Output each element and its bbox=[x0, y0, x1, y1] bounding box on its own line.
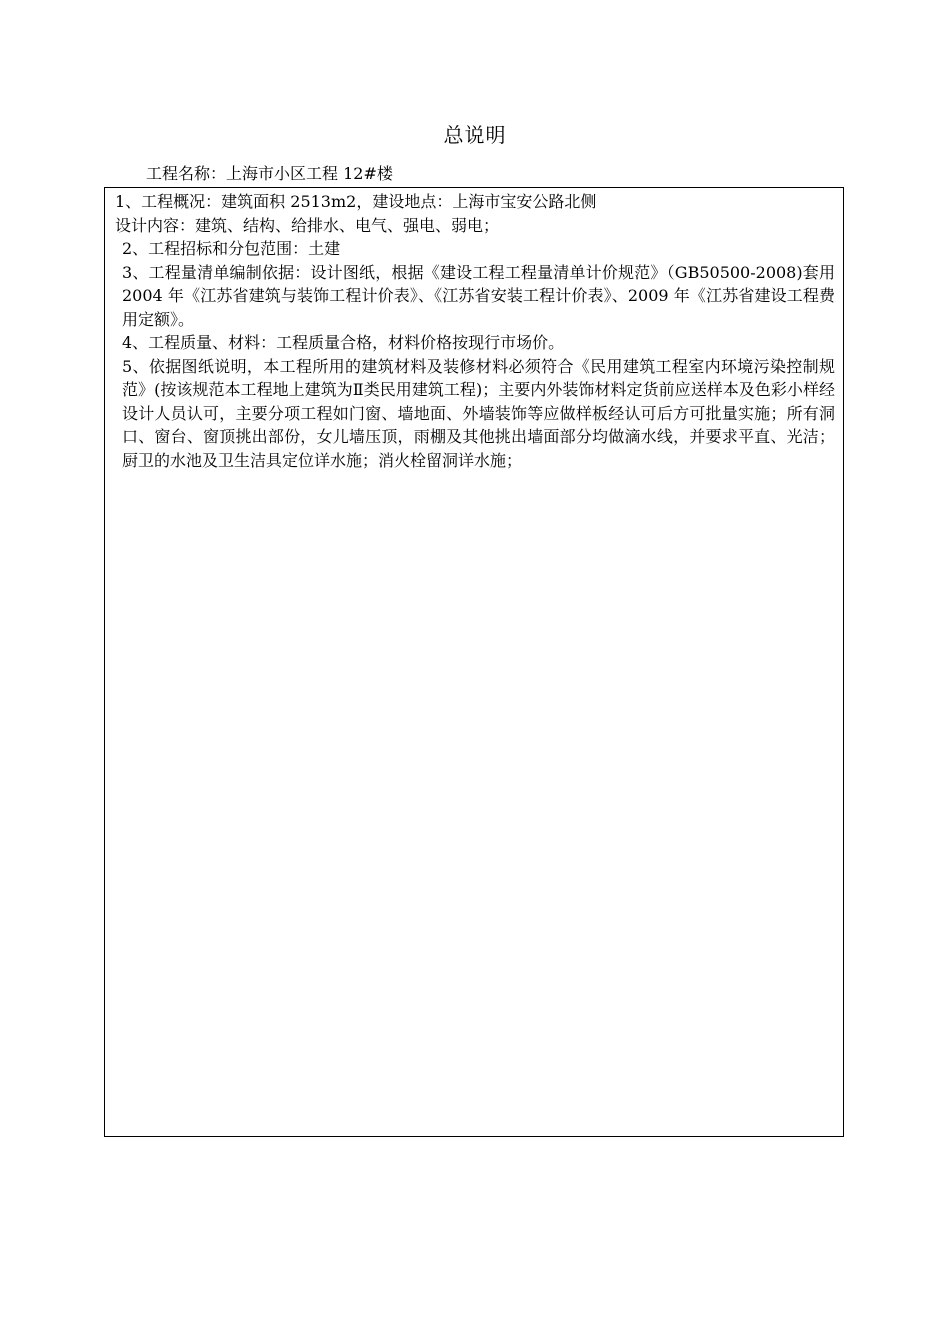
paragraph-quality-materials: 4、工程质量、材料：工程质量合格，材料价格按现行市场价。 bbox=[122, 333, 565, 352]
project-name: 工程名称：上海市小区工程 12#楼 bbox=[146, 164, 393, 183]
paragraph-bid-scope: 2、工程招标和分包范围：土建 bbox=[122, 239, 341, 258]
paragraph-bill-basis: 3、工程量清单编制依据：设计图纸，根据《建设工程工程量清单计价规范》（GB50500-2008)套用 2004 年《江苏省建筑与装饰工程计价表》、《江苏省安装工程计价表》、2009 年《江苏省建设工程费用定额》。 bbox=[122, 262, 835, 329]
paragraph-overview: 1、工程概况：建筑面积 2513m2，建设地点：上海市宝安公路北侧 bbox=[115, 192, 597, 211]
paragraph-design-content: 设计内容：建筑、结构、给排水、电气、强电、弱电； bbox=[115, 215, 500, 235]
paragraph-drawing-notes: 5、依据图纸说明，本工程所用的建筑材料及装修材料必须符合《民用建筑工程室内环境污染控制规范》(按该规范本工程地上建筑为Ⅱ类民用建筑工程)；主要内外装饰材料定货前应送样本及色彩小样经设计人员认可，主要分项工程如门窗、墙地面、外墙装饰等应做样板经认可后方可批量实施；所有洞口、窗台、窗顶挑出部份，女儿墙压顶，雨棚及其他挑出墙面部分均做滴水线，并要求平直、光洁；厨卫的水池及卫生洁具定位详水施；消火栓留洞详水施； bbox=[122, 356, 835, 470]
page-title: 总说明 bbox=[443, 123, 507, 147]
description-box bbox=[104, 187, 844, 1137]
